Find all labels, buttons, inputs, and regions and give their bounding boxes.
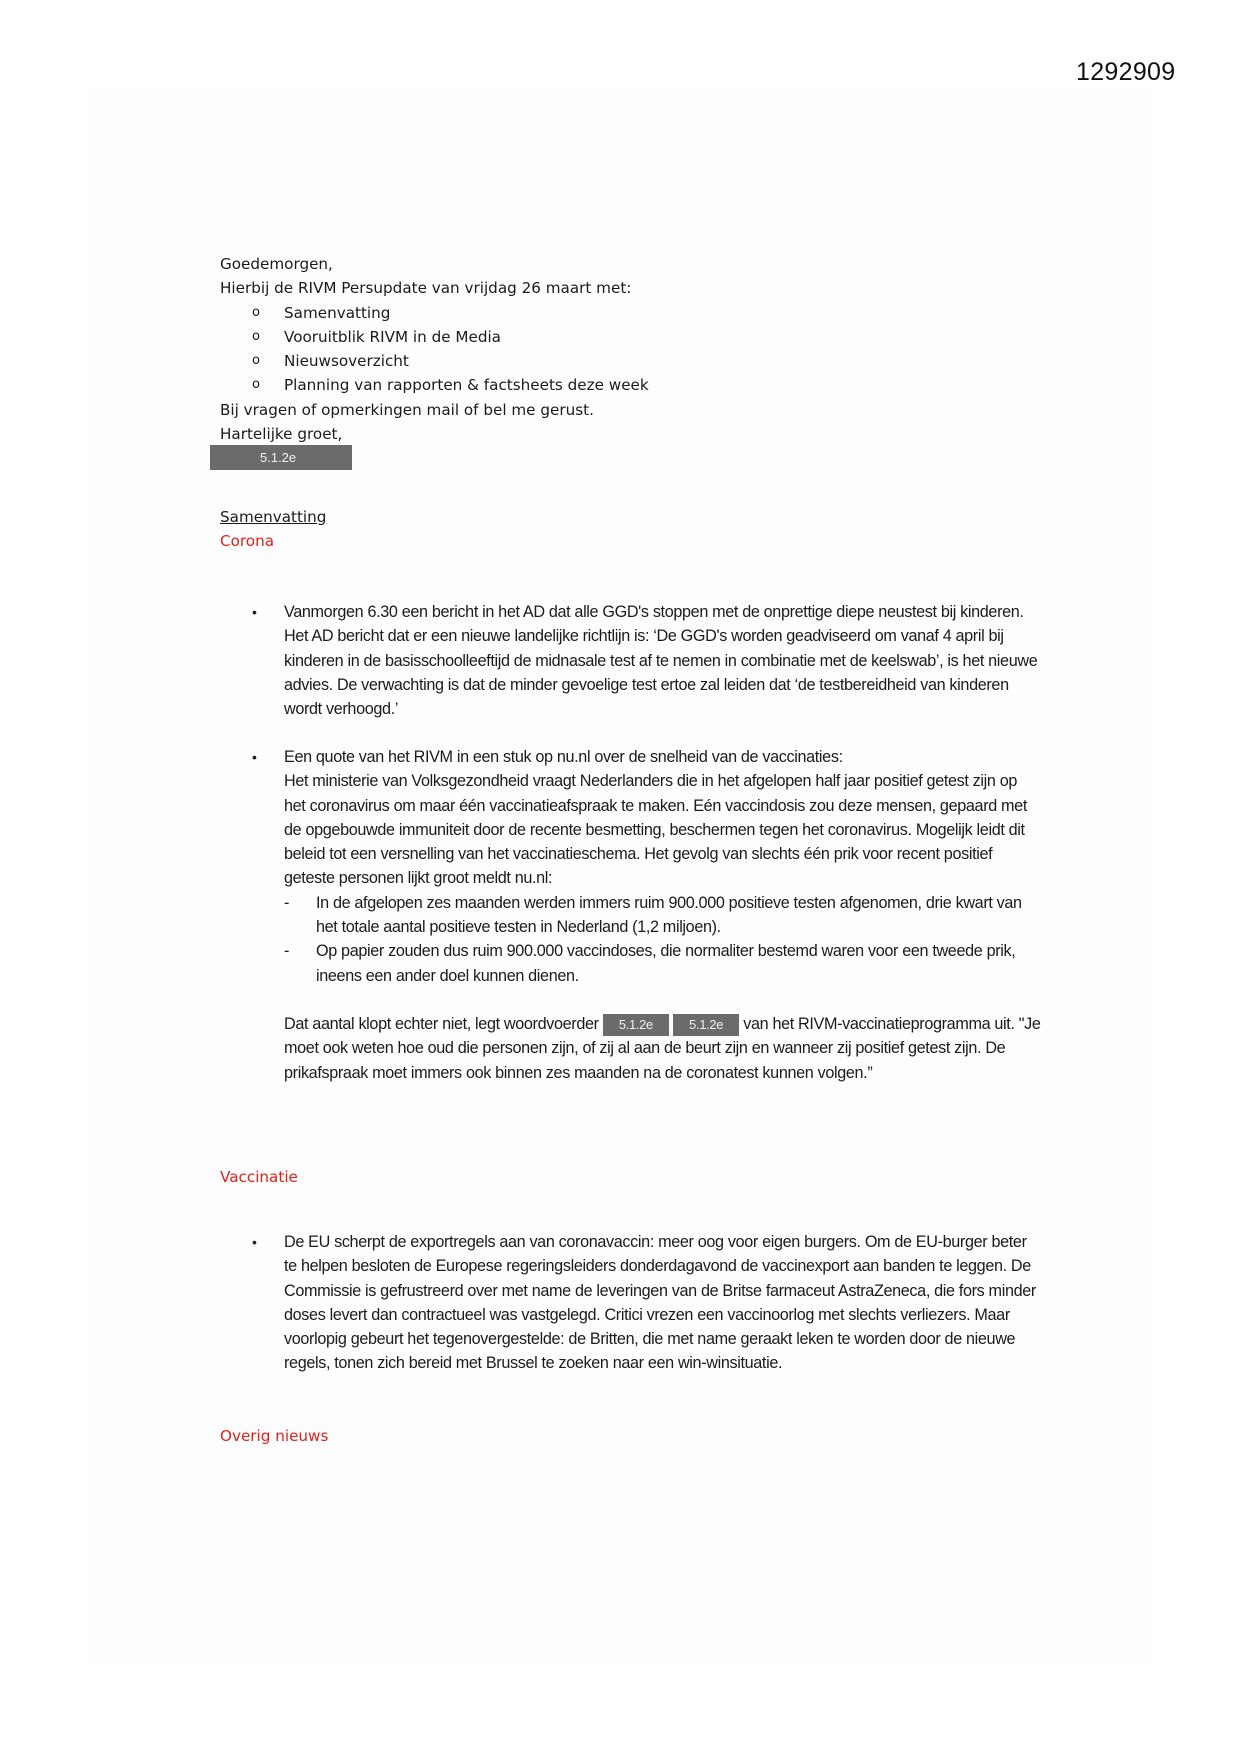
bullet-icon: • — [252, 604, 257, 620]
circle-bullet-icon: o — [252, 377, 260, 393]
circle-bullet-icon: o — [252, 353, 260, 369]
dash-item: - In de afgelopen zes maanden werden immers ruim 900.000 positieve testen afgenomen, drie kwart van het totale aantal positieve testen in Nederland (1,2 miljoen). — [284, 891, 1042, 940]
bullet-intro: Een quote van het RIVM in een stuk op nu.nl over de snelheid van de vaccinaties: — [284, 748, 843, 766]
section-heading-overig-nieuws: Overig nieuws — [220, 1427, 329, 1445]
contents-item: o Nieuwsoverzicht — [220, 349, 1050, 373]
followup-paragraph: Dat aantal klopt echter niet, legt woordvoerder 5.1.2e 5.1.2e van het RIVM-vaccinatieprogramma uit. "Je moet ook weten hoe oud die personen zijn, of zij al aan de beurt zijn en wanneer zij positief getest zijn. De prikafspraak moet immers ook binnen zes maanden na de coronatest kunnen volgen.” — [284, 1014, 1041, 1082]
section-heading-vaccinatie: Vaccinatie — [220, 1168, 298, 1186]
list-item — [252, 600, 1042, 721]
dash-icon: - — [284, 942, 290, 961]
bullet-text: Het ministerie van Volksgezondheid vraagt Nederlanders die in het afgelopen half jaar positief getest zijn op het coronavirus om maar één vaccinatieafspraak te maken. Eén vaccindosis zou deze mensen, gepaard met de opgebouwde immuniteit door de recente besmetting, beschermen tegen het coronavirus. Mogelijk leidt dit beleid tot een versnelling van het vaccinatieschema. Het gevolg van slechts één prik voor recent positief geteste personen lijkt groot meldt nu.nl: — [284, 772, 1027, 888]
list-item — [252, 1230, 1042, 1376]
contents-item: o Planning van rapporten & factsheets deze week — [220, 373, 1050, 397]
signature-redaction: 5.1.2e — [210, 445, 352, 470]
bullet-icon: • — [252, 1234, 257, 1250]
contact-line: Bij vragen of opmerkingen mail of bel me gerust. — [220, 400, 594, 419]
closing: Hartelijke groet, — [220, 425, 343, 444]
dash-list — [284, 891, 1042, 988]
corona-bullet-1 — [252, 600, 1042, 721]
redaction-box: 5.1.2e — [603, 1014, 669, 1036]
corona-bullet-2 — [252, 745, 1042, 1085]
vaccinatie-bullet-1 — [252, 1230, 1042, 1376]
contents-list — [220, 301, 1050, 398]
intro-block — [220, 252, 1050, 446]
summary-heading: Samenvatting — [220, 508, 327, 526]
list-item — [252, 745, 1042, 1085]
circle-bullet-icon: o — [252, 328, 260, 344]
dash-icon: - — [284, 893, 290, 912]
greeting: Goedemorgen, — [220, 255, 333, 273]
bullet-text: Vanmorgen 6.30 een bericht in het AD dat alle GGD's stoppen met de onprettige diepe neustest bij kinderen. Het AD bericht dat er een nieuwe landelijke richtlijn is: ‘De GGD's worden geadviseerd om vanaf 4 april bij kinderen in de basisschoolleeftijd de midnasale test af te nemen in combinatie met de keelswab’, is het nieuwe advies. De verwachting is dat de minder gevoelige test ertoe zal leiden dat ‘de testbereidheid van kinderen wordt verhoogd.’ — [284, 603, 1038, 719]
document-id: 1292909 — [1076, 58, 1176, 86]
intro-lead: Hierbij de RIVM Persupdate van vrijdag 26 maart met: — [220, 279, 632, 298]
bullet-icon: • — [252, 749, 257, 765]
section-heading-corona: Corona — [220, 532, 275, 550]
circle-bullet-icon: o — [252, 304, 260, 320]
contents-item: o Vooruitblik RIVM in de Media — [220, 325, 1050, 349]
redaction-box: 5.1.2e — [673, 1014, 739, 1036]
bullet-text: De EU scherpt de exportregels aan van coronavaccin: meer oog voor eigen burgers. Om de EU-burger beter te helpen besloten de Europese regeringsleiders donderdagavond de vaccinexport aan banden te leggen. De Commissie is gefrustreerd over met name de leveringen van de Britse farmaceut AstraZeneca, die fors minder doses levert dan contractueel was vastgelegd. Critici vrezen een vaccinoorlog met slechts verliezers. Maar voorlopig gebeurt het tegenovergestelde: de Britten, die met name geraakt leken te worden door de nieuwe regels, tonen zich bereid met Brussel te zoeken naar een win-winsituatie. — [284, 1233, 1036, 1373]
contents-item: o Samenvatting — [220, 301, 1050, 325]
dash-item: - Op papier zouden dus ruim 900.000 vaccindoses, die normaliter bestemd waren voor een tweede prik, ineens een ander doel kunnen dienen. — [284, 939, 1042, 988]
